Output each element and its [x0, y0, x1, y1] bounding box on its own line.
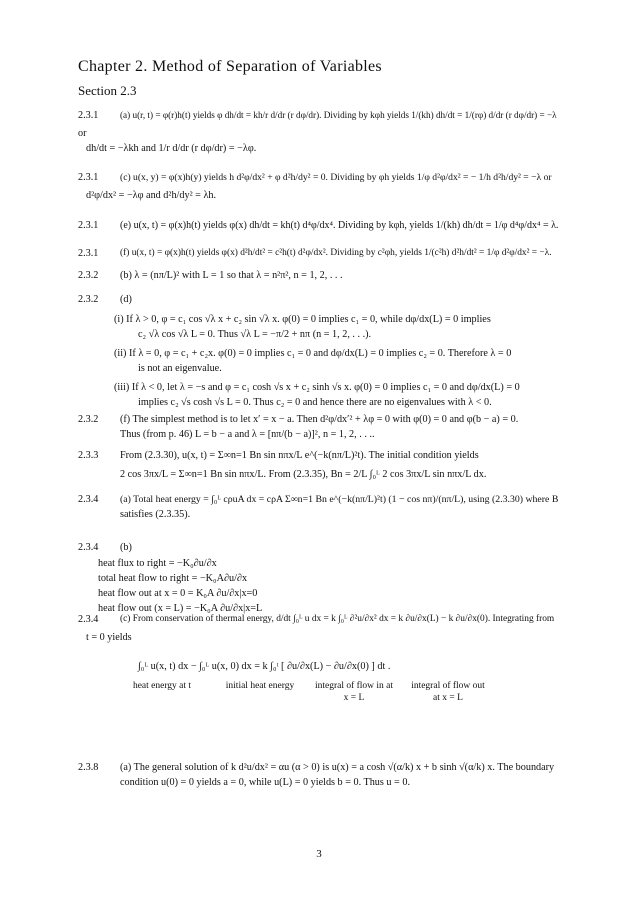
page-number: 3	[316, 848, 322, 860]
problem-2-3-2-b	[78, 268, 560, 283]
problem-text-line: From (2.3.30), u(x, t) = Σ∞n=1 Bn sin nπx/L e^(−k(nπ/L)²t). The initial condition yields	[120, 450, 479, 461]
problem-2-3-4-b-list	[78, 556, 560, 616]
problem-text-line: (a) u(r, t) = φ(r)h(t) yields φ dh/dt = kh/r d/dr (r dφ/dr). Dividing by kφh yields 1/(kh) dh/dt = 1/(rφ) d/dr (r dφ/dr) = −λ	[120, 110, 557, 120]
problem-number: 2.3.2	[78, 270, 99, 281]
problem-text-line: (a) The general solution of k d²u/dx² = αu (α > 0) is u(x) = a cosh √(α/k) x + b sinh √(α/k) x. The boundary	[120, 762, 555, 773]
problem-2-3-1-a-cont	[78, 126, 560, 156]
problem-2-3-1-c	[78, 170, 560, 185]
problem-text-line: or	[78, 128, 87, 139]
caption-flow-out: integral of flow out at x = L	[411, 681, 485, 703]
problem-number: 2.3.1	[78, 110, 99, 121]
problem-text-line: (e) u(x, t) = φ(x)h(t) yields φ(x) dh/dt = kh(t) d⁴φ/dx⁴. Dividing by kφh, yields 1/(kh) dh/dt = 1/φ d⁴φ/dx⁴ = λ.	[120, 220, 559, 231]
problem-text-line: (i) If λ > 0, φ = c₁ cos √λ x + c₂ sin √λ x. φ(0) = 0 implies c₁ = 0, while dφ/dx(L) = 0 implies	[114, 314, 491, 325]
problem-2-3-1-f	[78, 246, 560, 261]
problem-number: 2.3.1	[78, 220, 99, 231]
problem-text-line: (ii) If λ = 0, φ = c₁ + c₂x. φ(0) = 0 implies c₁ = 0 and dφ/dx(L) = 0 implies c₂ = 0. Therefore λ = 0	[114, 348, 512, 359]
problem-number: 2.3.2	[78, 414, 99, 425]
problem-text-line: heat flux to right = −K₀∂u/∂x	[98, 558, 217, 569]
problem-text-line: (b) λ = (nπ/L)² with L = 1 so that λ = n²π², n = 1, 2, . . .	[120, 270, 343, 281]
problem-number: 2.3.1	[78, 248, 99, 259]
problem-number: 2.3.4	[78, 494, 99, 505]
problem-text-line: satisfies (2.3.35).	[120, 509, 191, 520]
problem-text-line: (f) The simplest method is to let x′ = x − a. Then d²φ/dx′² + λφ = 0 with φ(0) = 0 and φ(b − a) = 0.	[120, 414, 519, 425]
problem-2-3-1-e	[78, 218, 560, 233]
problem-text-line: (d)	[120, 294, 132, 305]
problem-text-line: (b)	[120, 542, 132, 553]
problem-number: 2.3.3	[78, 450, 99, 461]
problem-number: 2.3.8	[78, 762, 99, 773]
problem-number: 2.3.4	[78, 542, 99, 553]
problem-2-3-4-b	[78, 540, 560, 555]
problem-text-line: (f) u(x, t) = φ(x)h(t) yields φ(x) d²h/dt² = c²h(t) d²φ/dx². Dividing by c²φh, yields 1/(c²h) d²h/dt² = 1/φ d²φ/dx² = −λ.	[120, 248, 552, 258]
problem-2-3-2-f	[78, 412, 560, 442]
problem-text-line: t = 0 yields	[86, 632, 132, 643]
problem-2-3-4-a	[78, 492, 560, 522]
problem-number: 2.3.4	[78, 614, 99, 625]
problem-2-3-2-d-cases	[78, 312, 560, 410]
caption-initial-heat: initial heat energy	[225, 681, 295, 691]
problem-2-3-4-c-cont	[78, 630, 560, 704]
section-title: Section 2.3	[78, 83, 137, 98]
problem-text-line: heat flow out (x = L) = −K₀A ∂u/∂x|x=L	[98, 603, 263, 614]
problem-text-line: d²φ/dx² = −λφ and d²h/dy² = λh.	[86, 190, 217, 201]
problem-2-3-4-c	[78, 612, 560, 627]
problem-text-line: dh/dt = −λkh and 1/r d/dr (r dφ/dr) = −λφ.	[86, 143, 257, 154]
problem-text-line: total heat flow to right = −K₀A∂u/∂x	[98, 573, 248, 584]
caption-heat-energy: heat energy at t	[132, 681, 192, 691]
problem-text-line: c₂ √λ cos √λ L = 0. Thus √λ L = −π/2 + nπ (n = 1, 2, . . .).	[138, 329, 372, 340]
chapter-title: Chapter 2. Method of Separation of Variables	[78, 58, 382, 75]
problem-2-3-8-a	[78, 760, 560, 790]
problem-text-line: is not an eigenvalue.	[138, 363, 222, 374]
problem-2-3-3	[78, 448, 560, 482]
problem-2-3-2-d	[78, 292, 560, 307]
problem-number: 2.3.2	[78, 294, 99, 305]
equation-captions	[118, 680, 560, 704]
caption-flow-in: integral of flow in at x = L	[314, 681, 394, 703]
integral-equation: ∫₀ᴸ u(x, t) dx − ∫₀ᴸ u(x, 0) dx = k ∫₀ᵗ [ ∂u/∂x(L) − ∂u/∂x(0) ] dt .	[138, 661, 391, 672]
problem-text-line: Thus (from p. 46) L = b − a and λ = [nπ/(b − a)]², n = 1, 2, . . ..	[120, 429, 375, 440]
problem-text-line: (a) Total heat energy = ∫₀ᴸ cρuA dx = cρA Σ∞n=1 Bn e^(−k(nπ/L)²t) (1 − cos nπ)/(nπ/L), using (2.3.30) where B	[120, 494, 559, 505]
problem-text-line: (c) u(x, y) = φ(x)h(y) yields h d²φ/dx² + φ d²h/dy² = 0. Dividing by φh yields 1/φ d²φ/dx² = − 1/h d²h/dy² = −λ or	[120, 172, 552, 183]
problem-text-line: heat flow out at x = 0 = K₀A ∂u/∂x|x=0	[98, 588, 258, 599]
problem-text-line: (c) From conservation of thermal energy, d/dt ∫₀ᴸ u dx = k ∫₀ᴸ ∂²u/∂x² dx = k ∂u/∂x(L) − k ∂u/∂x(0). Integrating from	[120, 614, 555, 624]
problem-2-3-1-a	[78, 108, 560, 123]
problem-number: 2.3.1	[78, 172, 99, 183]
problem-text-line: 2 cos 3πx/L = Σ∞n=1 Bn sin nπx/L. From (2.3.35), Bn = 2/L ∫₀ᴸ 2 cos 3πx/L sin nπx/L dx.	[120, 469, 487, 480]
problem-text-line: condition u(0) = 0 yields a = 0, while u(L) = 0 yields b = 0. Thus u = 0.	[120, 777, 410, 788]
problem-2-3-1-c-cont	[78, 188, 560, 203]
problem-text-line: implies c₂ √s cosh √s L = 0. Thus c₂ = 0 and hence there are no eigenvalues with λ < 0.	[138, 397, 492, 408]
problem-text-line: (iii) If λ < 0, let λ = −s and φ = c₁ cosh √s x + c₂ sinh √s x. φ(0) = 0 implies c₁ = 0 and dφ/dx(L) = 0	[114, 382, 520, 393]
